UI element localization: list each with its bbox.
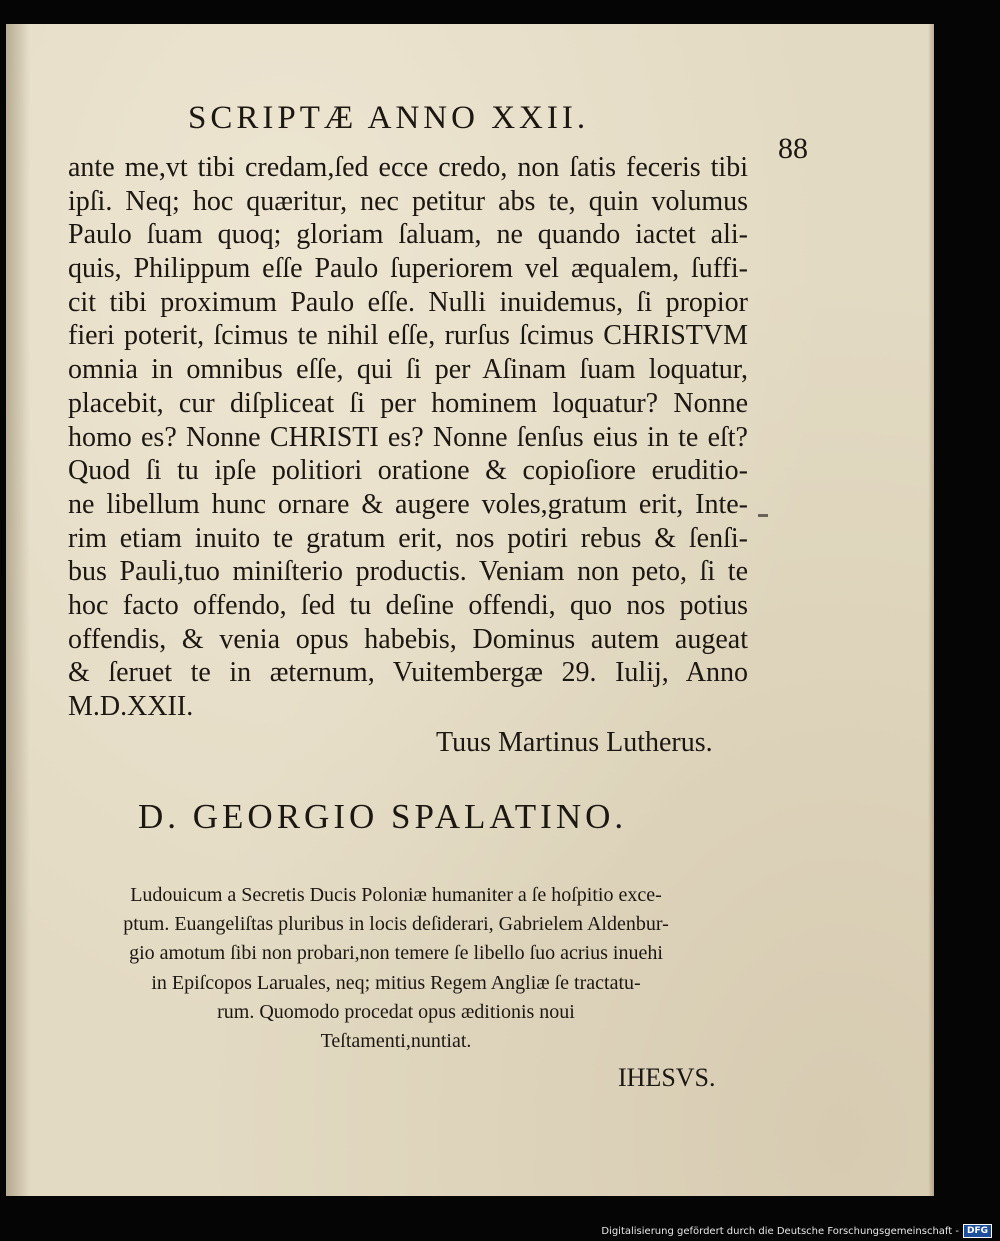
summary-line: in Epiſcopos Laruales, neq; mitius Regem Angliæ ſe tractatu- [151, 971, 641, 994]
text-line: hoc facto offendo, ſed tu deſine offendi, quo nos potius [68, 589, 748, 621]
text-line: quis, Philippum eſſe Paulo ſuperiorem vel æqualem, ſuffi- [68, 253, 748, 285]
running-head: SCRIPTÆ ANNO XXII. [188, 100, 590, 136]
text-line: fieri poterit, ſcimus te nihil eſſe, rurſus ſcimus CHRISTVM [68, 320, 748, 352]
text-line: Quod ſi tu ipſe politiori oratione & copioſiore eruditio- [68, 455, 748, 487]
text-line: Paulo ſuam quoq; gloriam ſaluam, ne quando iactet ali- [68, 219, 748, 251]
text-line: omnia in omnibus eſſe, qui ſi per Aſinam ſuam loquatur, [68, 354, 748, 386]
letter-body [68, 151, 748, 724]
text-line: bus Pauli,tuo miniſterio productis. Veniam non peto, ſi te [68, 556, 748, 588]
page-edge-shadow [928, 24, 934, 1196]
summary-line: Teſtamenti,nuntiat. [320, 1029, 472, 1052]
summary-line: ptum. Euangeliſtas pluribus in locis deſiderari, Gabrielem Aldenbur- [123, 913, 669, 936]
text-line: ante me,vt tibi credam,ſed ecce credo, non ſatis feceris tibi [68, 152, 748, 183]
letter-summary [66, 881, 726, 1056]
text-line: M.D.XXII. [68, 691, 194, 722]
text-line: rim etiam inuito te gratum erit, nos potiri rebus & ſenſi- [68, 522, 748, 554]
summary-line: gio amotum ſibi non probari,non temere ſe libello ſuo acrius inuehi [129, 942, 663, 965]
text-line: placebit, cur diſpliceat ſi per hominem loquatur? Nonne [68, 387, 748, 419]
dfg-logo-icon: DFG [963, 1224, 992, 1238]
footer-credit: Digitalisierung gefördert durch die Deutsche Forschungsgemeinschaft - [601, 1225, 959, 1237]
invocation: IHESVS. [618, 1063, 716, 1092]
text-line: homo es? Nonne CHRISTI es? Nonne ſenſus eius in te eſt? [68, 421, 748, 453]
digitization-footer [601, 1224, 992, 1238]
text-line: ne libellum hunc ornare & augere voles,gratum erit, Inte- [68, 488, 748, 520]
text-line: offendis, & venia opus habebis, Dominus autem augeat [68, 623, 748, 655]
text-line: ipſi. Neq; hoc quæritur, nec petitur abs te, quin volumus [68, 185, 748, 217]
signature: Tuus Martinus Lutherus. [436, 727, 713, 758]
summary-line: rum. Quomodo procedat opus æditionis noui [217, 1000, 575, 1023]
letter-heading: D. GEORGIO SPALATINO. [138, 797, 628, 836]
text-line: & ſeruet te in æternum, Vuitembergæ 29. Iulij, Anno [68, 657, 748, 689]
margin-mark [758, 514, 768, 517]
book-page [6, 24, 934, 1196]
text-line: cit tibi proximum Paulo eſſe. Nulli inuidemus, ſi propior [68, 286, 748, 318]
page-number: 88 [778, 132, 808, 165]
summary-line: Ludouicum a Secretis Ducis Poloniæ humaniter a ſe hoſpitio exce- [130, 884, 662, 906]
spine-shadow [6, 24, 30, 1196]
